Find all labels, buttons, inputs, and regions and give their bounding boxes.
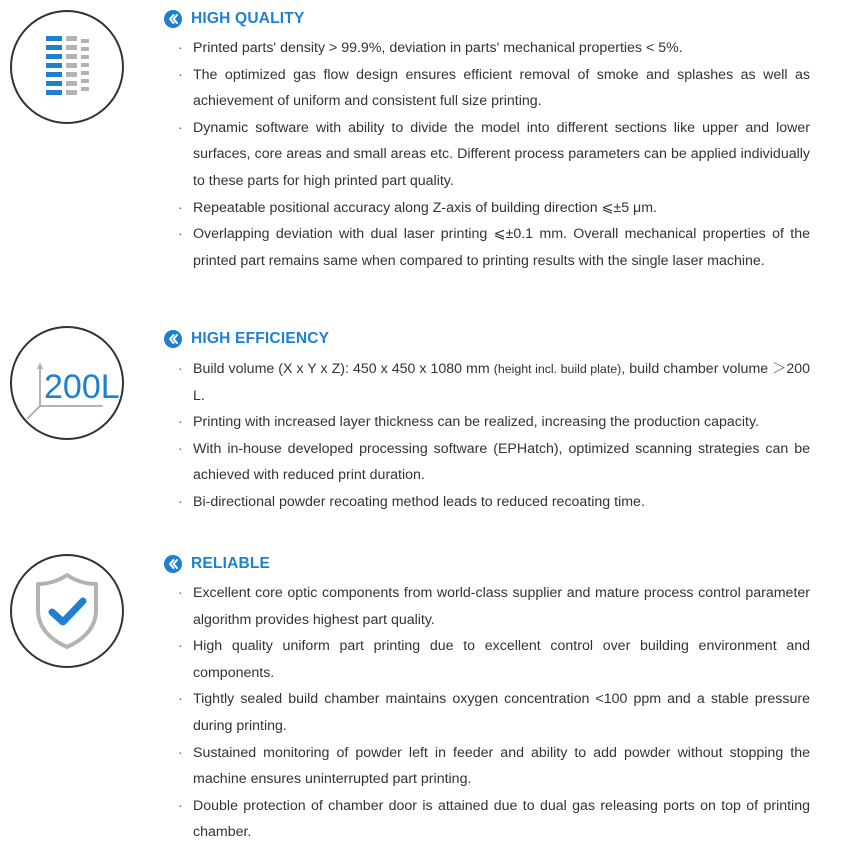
high-efficiency-icon-circle <box>10 326 124 440</box>
list-item: · Excellent core optic components from world-class supplier and mature process control parameter algorithm provides highest part quality. <box>178 580 810 633</box>
double-chevron-icon <box>164 555 182 573</box>
list-item: · With in-house developed processing software (EPHatch), optimized scanning strategies can be achieved with reduced print duration. <box>178 436 810 489</box>
section-title-text: HIGH EFFICIENCY <box>191 330 330 347</box>
bullet: · <box>178 638 183 655</box>
section-title-reliable <box>164 554 270 574</box>
list-item: · Build volume (X x Y x Z): 450 x 450 x 1080 mm (height incl. build plate), build chamber volume ＞200 L. <box>178 356 810 409</box>
bullet: · <box>178 585 183 601</box>
section-title-high-efficiency <box>164 329 329 349</box>
bullet: · <box>178 66 183 83</box>
high-quality-icon-circle <box>10 10 124 124</box>
list-item: · Printed parts' density > 99.9%, deviation in parts' mechanical properties < 5%. <box>178 35 810 62</box>
bullet: · <box>178 40 183 56</box>
bullet: · <box>178 691 183 708</box>
list-item: · Tightly sealed build chamber maintains oxygen concentration <100 ppm and a stable pressure during printing. <box>178 686 810 739</box>
shield-check-icon <box>12 556 122 666</box>
list-item: · Printing with increased layer thickness can be realized, increasing the production capacity. <box>178 409 810 436</box>
section-title-text: HIGH QUALITY <box>191 10 305 27</box>
double-chevron-icon <box>164 330 182 348</box>
section-title-text: RELIABLE <box>191 555 271 572</box>
bullet: · <box>178 493 183 510</box>
section-title-high-quality <box>164 9 304 29</box>
double-chevron-icon <box>164 10 182 28</box>
layer-grid-icon <box>12 12 122 122</box>
reliable-list <box>178 580 810 846</box>
list-item: · Overlapping deviation with dual laser printing ⩽±0.1 mm. Overall mechanical properties of the printed part remains same when compared to printing results with the single laser machine. <box>178 221 810 274</box>
list-item: · Bi-directional powder recoating method leads to reduced recoating time. <box>178 489 810 516</box>
list-item: · The optimized gas flow design ensures efficient removal of smoke and splashes as well as achievement of uniform and consistent full size printing. <box>178 62 810 115</box>
volume-icon-text: 200L <box>44 368 120 406</box>
bullet: · <box>178 199 183 216</box>
bullet: · <box>178 797 183 814</box>
bullet: · <box>178 440 183 457</box>
bullet: · <box>178 744 183 761</box>
build-volume-icon <box>12 328 122 438</box>
high-quality-list <box>178 35 810 274</box>
list-item: · High quality uniform part printing due to excellent control over building environment and components. <box>178 633 810 686</box>
bullet: · <box>178 119 183 136</box>
list-item: · Sustained monitoring of powder left in feeder and ability to add powder without stopping the machine ensures uninterrupted part printing. <box>178 740 810 793</box>
high-efficiency-list <box>178 356 810 516</box>
list-item: · Dynamic software with ability to divide the model into different sections like upper and lower surfaces, core areas and small areas etc. Different process parameters can be applied individually to these parts for high printed part quality. <box>178 115 810 195</box>
reliable-icon-circle <box>10 554 124 668</box>
list-item: · Double protection of chamber door is attained due to dual gas releasing ports on top of printing chamber. <box>178 793 810 846</box>
bullet: · <box>178 361 183 377</box>
list-item: · Repeatable positional accuracy along Z-axis of building direction ⩽±5 μm. <box>178 195 810 222</box>
bullet: · <box>178 226 183 243</box>
bullet: · <box>178 414 183 431</box>
